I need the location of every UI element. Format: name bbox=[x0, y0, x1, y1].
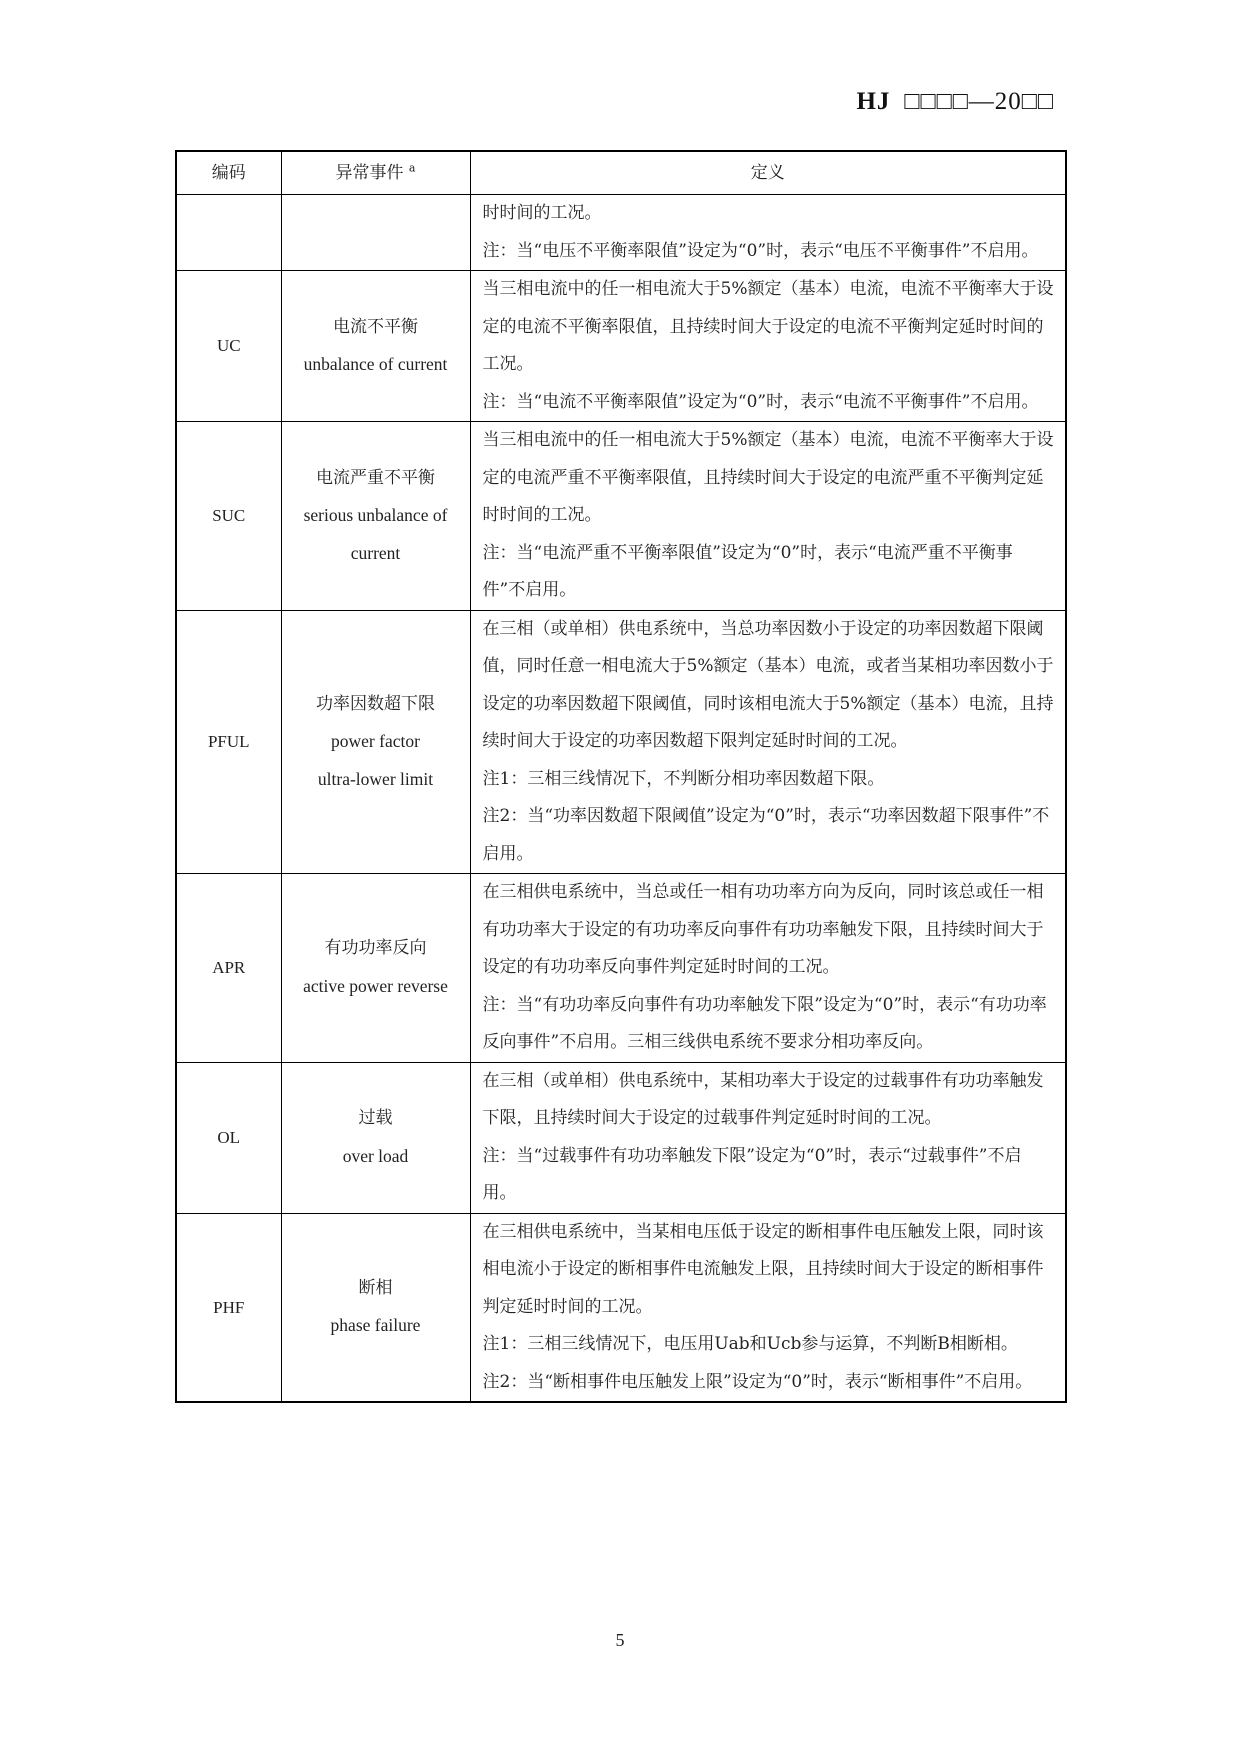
definition-text: 当三相电流中的任一相电流大于5%额定（基本）电流，电流不平衡率大于设定的电流严重不平衡率限值，且持续时间大于设定的电流严重不平衡判定延时时间的工况。 bbox=[482, 430, 1054, 525]
definition-text: 时时间的工况。 bbox=[482, 203, 602, 223]
event-definition-cell bbox=[470, 422, 1066, 611]
event-code bbox=[176, 195, 281, 271]
event-name-en: phase failure bbox=[330, 1315, 421, 1336]
table-body bbox=[176, 195, 1066, 1403]
standard-number: □□□□—20□□ bbox=[904, 88, 1054, 115]
table-row bbox=[176, 610, 1066, 874]
event-name-cell bbox=[281, 1213, 470, 1402]
definition-text: 在三相（或单相）供电系统中，当总功率因数小于设定的功率因数超下限阈值，同时任意一相电流大于5%额定（基本）电流，或者当某相功率因数小于设定的功率因数超下限阈值，同时该相电流大于5%额定（基本）电流，且持续时间大于设定的功率因数超下限判定延时时间的工况。 bbox=[482, 618, 1054, 751]
event-code: APR bbox=[176, 874, 281, 1063]
definition-text: 在三相（或单相）供电系统中，某相功率大于设定的过载事件有功功率触发下限，且持续时间大于设定的过载事件判定延时时间的工况。 bbox=[482, 1070, 1044, 1128]
table-row bbox=[176, 1062, 1066, 1213]
event-name-cn: 功率因数超下限 bbox=[316, 693, 435, 714]
document-header bbox=[856, 88, 1054, 116]
event-definition-cell bbox=[470, 610, 1066, 874]
definition-note: 注2：当“功率因数超下限阈值”设定为“0”时，表示“功率因数超下限事件”不启用。 bbox=[482, 806, 1050, 864]
table-row bbox=[176, 874, 1066, 1063]
event-name-en: active power reverse bbox=[303, 975, 448, 996]
column-header-code: 编码 bbox=[176, 151, 281, 195]
definition-note: 注：当“电压不平衡率限值”设定为“0”时，表示“电压不平衡事件”不启用。 bbox=[482, 240, 1039, 261]
event-name-cn: 电流严重不平衡 bbox=[316, 467, 435, 488]
event-name-cn: 电流不平衡 bbox=[333, 316, 418, 337]
table-row bbox=[176, 271, 1066, 422]
definition-text: 当三相电流中的任一相电流大于5%额定（基本）电流，电流不平衡率大于设定的电流不平衡率限值，且持续时间大于设定的电流不平衡判定延时时间的工况。 bbox=[482, 279, 1054, 374]
event-name-cn: 断相 bbox=[358, 1277, 393, 1298]
event-definition-cell bbox=[470, 271, 1066, 422]
event-name-cell bbox=[281, 874, 470, 1063]
event-name-cell bbox=[281, 1062, 470, 1213]
event-name-en: unbalance of current bbox=[303, 354, 448, 374]
event-name-cell bbox=[281, 271, 470, 422]
event-definition-cell bbox=[470, 1213, 1066, 1402]
event-name-en: ultra-lower limit bbox=[317, 768, 434, 789]
column-header-definition: 定义 bbox=[470, 151, 1066, 195]
table-row bbox=[176, 195, 1066, 271]
event-code: PHF bbox=[176, 1213, 281, 1402]
event-code: OL bbox=[176, 1062, 281, 1213]
event-definition-cell bbox=[470, 195, 1066, 271]
definition-note: 注：当“电流不平衡率限值”设定为“0”时，表示“电流不平衡事件”不启用。 bbox=[482, 391, 1039, 412]
abnormal-events-table bbox=[175, 150, 1067, 1403]
table-row bbox=[176, 422, 1066, 611]
definition-note: 注：当“电流严重不平衡率限值”设定为“0”时，表示“电流严重不平衡事件”不启用。 bbox=[482, 542, 1013, 600]
table-header-row bbox=[176, 151, 1066, 195]
definition-text: 在三相供电系统中，当总或任一相有功功率方向为反向，同时该总或任一相有功功率大于设定的有功功率反向事件有功功率触发下限，且持续时间大于设定的有功功率反向事件判定延时时间的工况。 bbox=[482, 882, 1044, 977]
event-name-cell bbox=[281, 422, 470, 611]
page-number: 5 bbox=[615, 1630, 625, 1650]
event-definition-cell bbox=[470, 1062, 1066, 1213]
event-name-en: serious unbalance of bbox=[303, 505, 448, 525]
event-name-cell bbox=[281, 195, 470, 271]
event-name-cn: 过载 bbox=[358, 1108, 393, 1128]
event-name-en: power factor bbox=[331, 731, 420, 751]
event-name-en: current bbox=[350, 542, 401, 563]
column-header-event-label: 异常事件 bbox=[335, 163, 404, 183]
event-code: UC bbox=[176, 271, 281, 422]
definition-note: 注2：当“断相事件电压触发上限”设定为“0”时，表示“断相事件”不启用。 bbox=[482, 1371, 1033, 1392]
standard-prefix: HJ bbox=[856, 88, 891, 115]
definition-text: 在三相供电系统中，当某相电压低于设定的断相事件电压触发上限，同时该相电流小于设定的断相事件电流触发上限，且持续时间大于设定的断相事件判定延时时间的工况。 bbox=[482, 1221, 1044, 1317]
event-code: SUC bbox=[176, 422, 281, 611]
event-definition-cell bbox=[470, 874, 1066, 1063]
definition-note: 注：当“过载事件有功功率触发下限”设定为“0”时，表示“过载事件”不启用。 bbox=[482, 1145, 1022, 1203]
event-name-cn: 有功功率反向 bbox=[324, 938, 427, 959]
definition-note: 注1：三相三线情况下，不判断分相功率因数超下限。 bbox=[482, 768, 885, 789]
event-name-cell bbox=[281, 610, 470, 874]
column-header-event bbox=[281, 151, 470, 195]
definition-note: 注：当“有功功率反向事件有功功率触发下限”设定为“0”时，表示“有功功率反向事件”不启用。三相三线供电系统不要求分相功率反向。 bbox=[482, 994, 1047, 1052]
definition-note: 注1：三相三线情况下，电压用Uab和Ucb参与运算，不判断B相断相。 bbox=[482, 1334, 1018, 1354]
event-code: PFUL bbox=[176, 610, 281, 874]
table-row bbox=[176, 1213, 1066, 1402]
footnote-marker: a bbox=[408, 161, 416, 175]
event-name-en: over load bbox=[342, 1145, 409, 1166]
